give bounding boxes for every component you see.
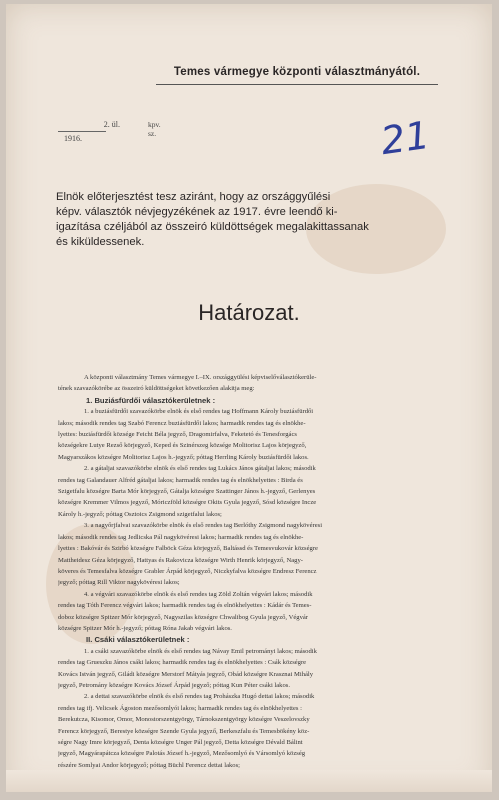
body-line: rendes tag Grueszku János csáki lakos; harmadik rendes tag és elnökhelyettes : Csák községre [58, 659, 307, 667]
body-line: Ferencz körjegyző, Berestye községre Szende Gyula jegyző, Berkeszfalu és Temesbökény köz- [58, 727, 310, 735]
body-line: jegyző, Petromány községre Kovács József Árpád jegyző; póttag Kun Péter csáki lakos. [58, 681, 290, 689]
intro-line: igazítása czéljából az összeiró küldöttségek megalakittassanak [56, 221, 369, 233]
body-line: A központi választmány Temes vármegye I.–IX. országgyülési képviselőválasztókerüle- [84, 374, 317, 381]
decision-body [58, 372, 450, 771]
document-title: Határozat. [198, 300, 300, 325]
page-bottom-edge [6, 770, 492, 792]
body-line: 2. a dettai szavazókörbe elnök és első rendes tag Prohászka Hugó dettai lakos; második [84, 693, 315, 701]
intro-line: Elnök előterjesztést tesz aziránt, hogy az országgyűlési [56, 191, 331, 203]
body-line: Magyarszákos községre Molitorisz Lajos h.-jegyző; póttag Herrling Károly buziásfürdői lakos. [58, 453, 309, 461]
body-line: 1. a csáki szavazókörbe elnök és első rendes tag Návay Emil petrományi lakos; második [84, 647, 317, 655]
body-line: Szigetfalu községre Barta Mór körjegyző, Gátalja községre Szattinger János h.-jegyző, Gerlenyes [58, 488, 316, 496]
body-line: köveres és Temesfalva községre Grabler Árpád körjegyző, Niczkyfalva községre Endresz Ferencz [58, 567, 317, 575]
reference-suffix: kpv. sz. [148, 120, 161, 138]
handwritten-number: 21 [378, 112, 433, 164]
reference-year: 1916. [64, 134, 82, 143]
intro-line: képv. választók névjegyzékének az 1917. évre leendő ki- [56, 206, 338, 218]
document-page [6, 4, 492, 792]
body-line: jegyző; póttag Rill Viktor nagykövéresi lakos; [58, 579, 180, 587]
reference-divider [58, 131, 106, 132]
body-line: községre Kremmer Vilmos jegyző, Móriczföld községre Okits Gyula jegyző, Sósd községre Incze [58, 499, 317, 507]
body-line: doboz községre Spitzer Mór körjegyző, Nagyszilas községre Chwalibog Gyula jegyző, Végvár [58, 613, 309, 621]
body-line: lakos; második rendes tag Jedlicska Pál nagykövéresi lakos; harmadik rendes tag és elnökhe- [58, 533, 304, 541]
body-line: Berekutcza, Kisomor, Omor, Monostorszentgyörgy, Tárnokszentgyörgy községre Veszelovszky [58, 716, 310, 724]
body-line: lyettes : Bakóvár és Szirbó községre Falböck Géza körjegyző, Baltássd és Temesvukovár községre [58, 545, 318, 553]
body-line: lakos; második rendes tag Szabó Ferencz buziásfürdői lakos; harmadik rendes tag és elnökhe- [58, 419, 306, 427]
body-line: 3. a nagyőrjfalvai szavazókörbe elnök és első rendes tag Berlóthy Zsigmond nagykövéresi [84, 522, 323, 530]
header-rule [156, 84, 438, 85]
intro-line: és kiküldessenek. [56, 236, 145, 248]
body-line: lyettes: buziásfürdői községe Feicht Béla jegyző, Dragomirfalva, Feketetó és Tenesforgács [58, 431, 297, 439]
body-line: részére Somlyai Andor körjegyző; póttag Büchl Ferencz dettai lakos; [58, 761, 241, 769]
body-line: rendes tag Galandauer Alfréd gátaljai lakos; harmadik rendes tag és elnökhelyettes : Birda és [58, 476, 303, 484]
body-line: községekre Lutye Rezső körjegyző, Keped és Szinérszeg községe Molitorisz Lajos körjegyző, [58, 442, 307, 450]
body-line: rendes tag ifj. Velicsek Ágoston mezősomlyói lakos; harmadik rendes tag és elnökhelyettes : [58, 704, 302, 712]
body-line: tének szavazókörébe az összeiró küldöttségeket következően alakitja meg: [58, 385, 255, 393]
body-line: ségre Nagy Imre körjegyző, Denta községre Unger Pál jegyző, Detta községre Dévald Bálint [58, 739, 303, 746]
reference-session: 2. ül. [103, 120, 120, 129]
body-line: községre Spitzer Mór h.-jegyző; póttag Róna Jakab végvári lakos. [58, 624, 232, 632]
body-line: Károly h.-jegyző; póttag Osztoics Zsigmond szigetfalui lakos; [58, 510, 222, 518]
body-line: 2. a gátaljai szavazókörbe elnök és első rendes tag Lukács János gátaljai lakos; második [84, 465, 316, 473]
section-heading: II. Csáki választókerületnek : [86, 635, 190, 645]
body-line: 4. a végvári szavazókörbe elnök és első rendes tag Zöld Zoltán végvári lakos; második [84, 590, 313, 598]
reference-number [58, 120, 161, 143]
body-line: 1. a buziásfürdői szavazókörbe elnök és első rendes tag Hoffmann Károly buziásfürdői [84, 408, 314, 416]
body-line: rendes tag Tóth Ferencz végvári lakos; harmadik rendes tag és elnökhelyettes : Kádár és Temes- [58, 602, 312, 610]
document-header: Temes vármegye központi választmányától. [173, 66, 421, 78]
section-heading: 1. Buziásfürdői választókerületnek : [86, 395, 216, 405]
body-line: Mattheidesz Géza körjegyző, Hattyas és Rakovicza községre Wirth Henrik körjegyző, Nagy- [58, 556, 303, 564]
body-line: jegyző, Magyárapátcza községre Palotás József h.-jegyző, Mezősomlyó és Vársomlyó község [58, 750, 306, 758]
intro-paragraph [56, 190, 449, 250]
body-line: Kovács István jegyző, Giládi községre Merstorf Mátyás jegyző, Obád községre Krasznai Mihály [58, 670, 314, 678]
